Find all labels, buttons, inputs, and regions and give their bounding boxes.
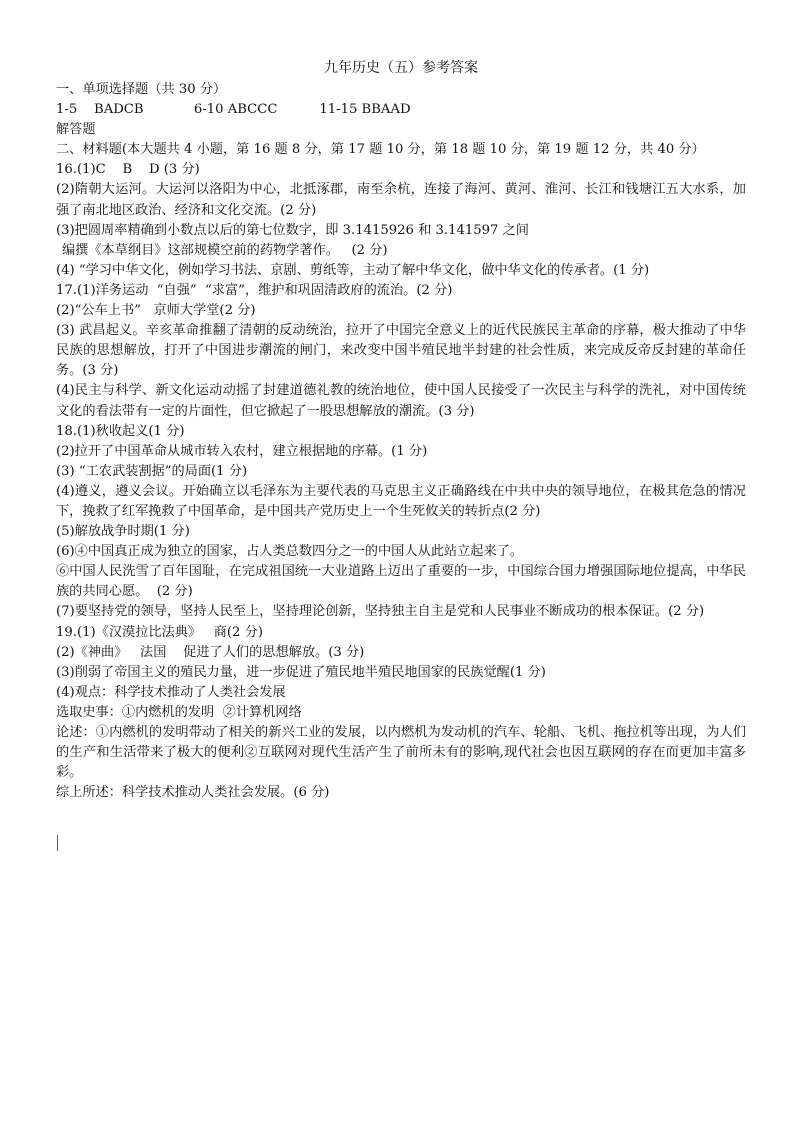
answer-line: (2)《神曲》 法国 促进了人们的思想解放。(3 分) bbox=[56, 644, 365, 660]
page-title: 九年历史（五）参考答案 bbox=[324, 60, 478, 76]
answer-line: ⑥中国人民洗雪了百年国耻，在完成祖国统一大业道路上迈出了重要的一步，中国综合国力增强国际地位提高，中华民族的共同心愿。 (2 分) bbox=[56, 564, 746, 600]
section-heading: 二、材料题(本大题共 4 小题，第 16 题 8 分，第 17 题 10 分，第 18 题 10 分，第 19 题 12 分，共 40 分） bbox=[56, 142, 705, 158]
answer-line: 17.(1)洋务运动 “自强” “求富”，维护和巩固清政府的流治。(2 分) bbox=[56, 282, 453, 298]
section-heading: 解答题 bbox=[56, 122, 96, 138]
answer-line: 论述：①内燃机的发明带动了相关的新兴工业的发展，以内燃机为发动机的汽车、轮船、飞机、拖拉机等出现，为人们的生产和生活带来了极大的便利②互联网对现代生活产生了前所未有的影响,现代社会也因互联网的存在而更加丰富多彩。 bbox=[56, 725, 746, 781]
answer-line: (3) “工农武装割据”的局面(1 分) bbox=[56, 463, 248, 479]
answer-line: (3) 武昌起义。辛亥革命推翻了清朝的反动统治，拉开了中国完全意义上的近代民族民主革命的序幕，极大推动了中华民族的思想解放，打开了中国进步潮流的闸门，来改变中国半殖民地半封建的社会性质，来完成反帝反封建的革命任务。(3 分) bbox=[56, 323, 746, 379]
answer-line: (6)④中国真正成为独立的国家，占人类总数四分之一的中国人从此站立起来了。 bbox=[56, 544, 524, 560]
answer-document bbox=[56, 58, 746, 803]
answer-line: 1-5 BADCB 6-10 ABCCC 11-15 BBAAD bbox=[56, 102, 411, 118]
answer-line: (3)削弱了帝国主义的殖民力量，进一步促进了殖民地半殖民地国家的民族觉醒(1 分) bbox=[56, 664, 546, 680]
answer-line: (4)遵义，遵义会议。开始确立以毛泽东为主要代表的马克思主义正确路线在中共中央的领导地位，在极其危急的情况下，挽救了红军挽救了中国革命，是中国共产党历史上一个生死攸关的转折点(2 分) bbox=[56, 483, 746, 519]
answer-line: 16.(1)C B D (3 分) bbox=[56, 162, 200, 178]
answer-line: (4)观点：科学技术推动了人类社会发展 bbox=[56, 684, 286, 700]
answer-line: 编撰《本草纲目》这部规模空前的药物学著作。 (2 分) bbox=[62, 242, 388, 258]
answer-line: (7)要坚持党的领导，坚持人民至上，坚持理论创新，坚持独主自主是党和人民事业不断成功的根本保证。(2 分) bbox=[56, 604, 705, 620]
answer-line: (3)把圆周率精确到小数点以后的第七位数字，即 3.1415926 和 3.141597 之间 bbox=[56, 222, 529, 238]
answer-line: 19.(1)《汉漠拉比法典》 商(2 分) bbox=[56, 624, 263, 640]
answer-line: (2)隋朝大运河。大运河以洛阳为中心，北抵涿郡，南至余杭，连接了海河、黄河、淮河、长江和钱塘江五大水系，加强了南北地区政治、经济和文化交流。(2 分) bbox=[56, 182, 746, 218]
answer-line: (4) “学习中华文化，例如学习书法、京剧、剪纸等，主动了解中华文化，做中华文化的传承者。(1 分) bbox=[56, 262, 650, 278]
section-heading: 一、单项选择题（共 30 分） bbox=[56, 82, 227, 97]
answer-line: 18.(1)秋收起义(1 分) bbox=[56, 423, 185, 439]
answer-line: (2)“公车上书” 京师大学堂(2 分) bbox=[56, 303, 256, 319]
answer-line: 选取史事：①内燃机的发明 ②计算机网络 bbox=[56, 704, 302, 720]
answer-line: 综上所述：科学技术推动人类社会发展。(6 分) bbox=[56, 785, 330, 801]
answer-line: (2)拉开了中国革命从城市转入农村，建立根据地的序幕。(1 分) bbox=[56, 443, 428, 459]
answer-line: (5)解放战争时期(1 分) bbox=[56, 524, 190, 540]
answer-line: (4)民主与科学、新文化运动动摇了封建道德礼教的统治地位，使中国人民接受了一次民主与科学的洗礼，对中国传统文化的看法带有一定的片面性，但它掀起了一股思想解放的潮流。(3 分) bbox=[56, 383, 746, 419]
text-cursor[interactable] bbox=[57, 835, 58, 851]
